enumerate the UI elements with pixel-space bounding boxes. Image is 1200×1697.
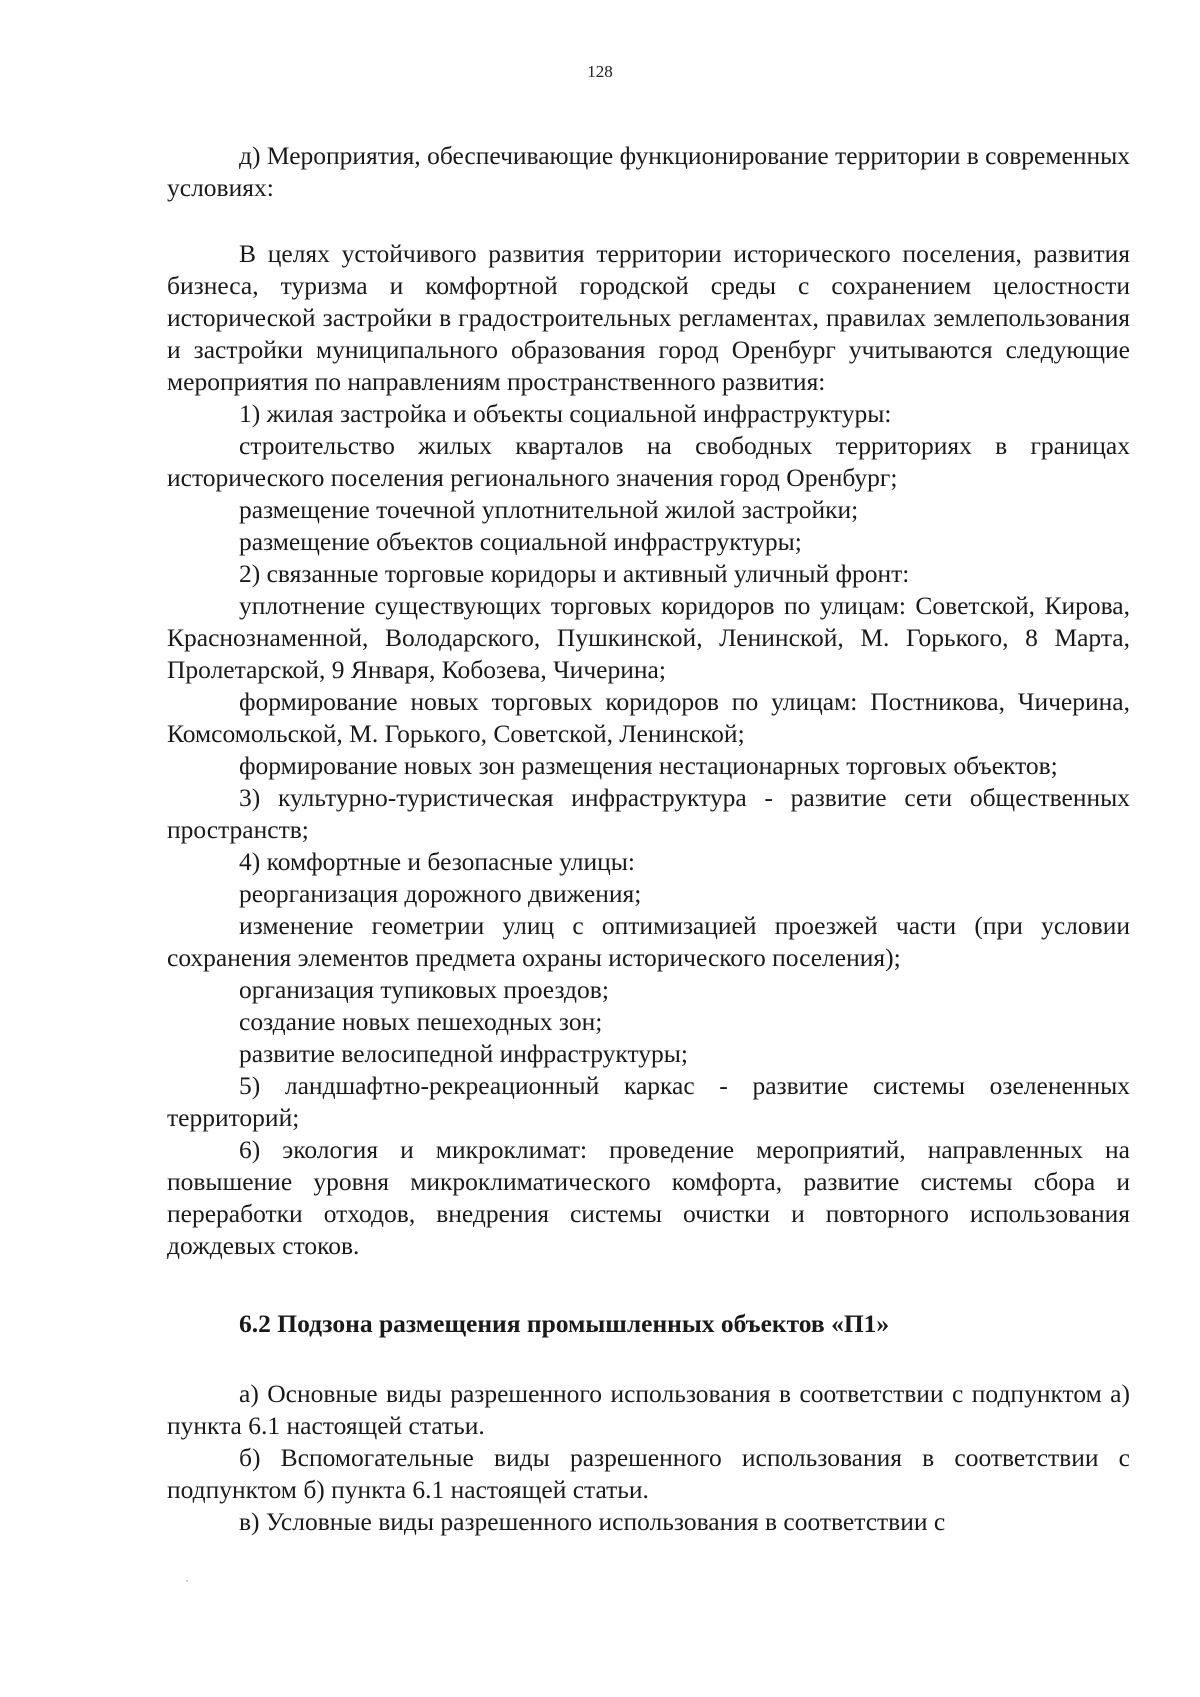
list-item-housing-2: размещение точечной уплотнительной жилой застройки; [239,495,859,524]
list-item-landscape: 5) ландшафтно-рекреационный каркас - развитие системы озелененных территорий; [167,1071,1130,1132]
paragraph-measures-title: д) Мероприятия, обеспечивающие функционирование территории в современных условиях: [167,141,1130,202]
list-item-streets-2: изменение геометрии улиц с оптимизацией проезжей части (при условии сохранения элементов предмета охраны исторического поселения); [167,911,1130,972]
scan-speck [186,1580,188,1582]
list-item-streets-5: развитие велосипедной инфраструктуры; [239,1039,689,1068]
list-item-housing: 1) жилая застройка и объекты социальной инфраструктуры: [239,399,892,428]
list-item-streets-4: создание новых пешеходных зон; [239,1007,603,1036]
list-item-housing-1: строительство жилых кварталов на свободных территориях в границах исторического поселения регионального значения город Оренбург; [167,431,1130,492]
section-heading: 6.2 Подзона размещения промышленных объектов «П1» [239,1309,890,1338]
list-item-trade-3: формирование новых зон размещения нестационарных торговых объектов; [239,751,1058,780]
page-number: 128 [587,62,613,81]
list-item-trade: 2) связанные торговые коридоры и активный уличный фронт: [239,559,910,588]
document-body [167,140,1130,1538]
list-item-ecology: 6) экология и микроклимат: проведение мероприятий, направленных на повышение уровня микроклиматического комфорта, развитие системы сбора и переработки отходов, внедрения системы очистки и повторного использования дождевых стоков. [167,1135,1130,1260]
paragraph-intro: В целях устойчивого развития территории исторического поселения, развития бизнеса, туризма и комфортной городской среды с сохранением целостности исторической застройки в градостроительных регламентах, правилах землепользования и застройки муниципального образования город Оренбург учитываются следующие мероприятия по направлениям пространственного развития: [167,239,1130,396]
list-item-trade-1: уплотнение существующих торговых коридоров по улицам: Советской, Кирова, Краснознаменной, Володарского, Пушкинской, Ленинской, М. Горького, 8 Марта, Пролетарской, 9 Января, Кобозева, Чичерина; [167,591,1130,684]
list-item-housing-3: размещение объектов социальной инфраструктуры; [239,527,802,556]
section-paragraph-b: б) Вспомогательные виды разрешенного использования в соответствии с подпунктом б) пункта 6.1 настоящей статьи. [167,1443,1130,1504]
list-item-trade-2: формирование новых торговых коридоров по улицам: Постникова, Чичерина, Комсомольской, М. Горького, Советской, Ленинской; [167,687,1130,748]
list-item-streets-3: организация тупиковых проездов; [239,975,609,1004]
list-item-streets: 4) комфортные и безопасные улицы: [239,847,635,876]
section-paragraph-a: а) Основные виды разрешенного использования в соответствии с подпунктом а) пункта 6.1 настоящей статьи. [167,1379,1130,1440]
list-item-streets-1: реорганизация дорожного движения; [239,879,642,908]
list-item-culture: 3) культурно-туристическая инфраструктура - развитие сети общественных пространств; [167,783,1130,844]
section-paragraph-v: в) Условные виды разрешенного использования в соответствии с [239,1507,946,1536]
